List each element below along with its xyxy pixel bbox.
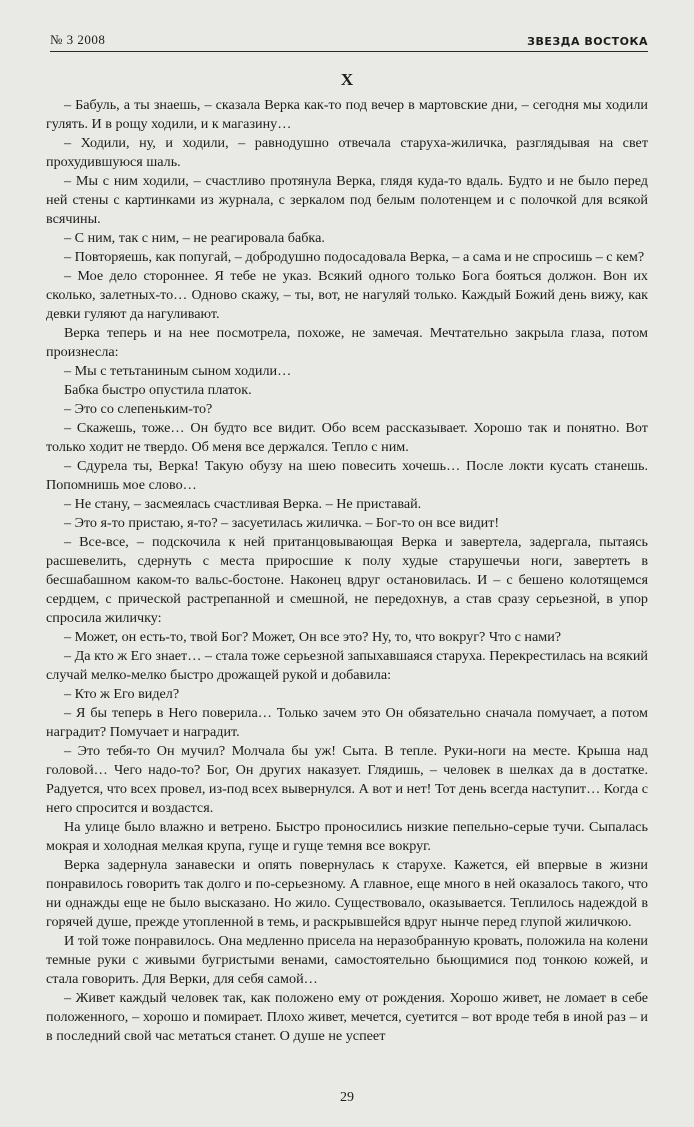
journal-title: ЗВЕЗДА ВОСТОКА bbox=[527, 35, 648, 48]
paragraph: – Все-все, – подскочила к ней пританцовывающая Верка и завертела, задергала, пытаясь расшевелить, сдернуть с места приросшие к полу худые старушечьи ноги, завертеть в бесшабашном каком-то вальс-бостоне. Наконец вдруг остановилась. И – с бешено колотящемся сердцем, с прической растрепанной и смешной, не передохнув, а став сразу серьезной, в упор спросила жиличку: bbox=[46, 534, 648, 626]
paragraph: – Я бы теперь в Него поверила… Только зачем это Он обязательно сначала помучает, а потом наградит? Помучает и наградит. bbox=[46, 705, 648, 740]
issue-number: № 3 2008 bbox=[50, 32, 106, 47]
chapter-heading: X bbox=[340, 70, 354, 89]
paragraph: – С ним, так с ним, – не реагировала бабка. bbox=[64, 230, 325, 246]
paragraph: – Да кто ж Его знает… – стала тоже серьезной запыхавшаяся старуха. Перекрестилась на всякий случай мелко-мелко быстро дрожащей рукой и добавила: bbox=[46, 648, 648, 683]
article-body bbox=[46, 96, 648, 1046]
paragraph: На улице было влажно и ветрено. Быстро проносились низкие пепельно-серые тучи. Сыпалась мокрая и холодная мелкая крупа, гуще и гуще темня все вокруг. bbox=[46, 819, 648, 854]
paragraph: – Бабуль, а ты знаешь, – сказала Верка как-то под вечер в мартовские дни, – сегодня мы ходили гулять. И в рощу ходили, и к магазину… bbox=[46, 97, 648, 132]
paragraph: Верка теперь и на нее посмотрела, похоже, не замечая. Мечтательно закрыла глаза, потом произнесла: bbox=[46, 325, 648, 360]
paragraph: Бабка быстро опустила платок. bbox=[64, 382, 252, 398]
paragraph: Верка задернула занавески и опять повернулась к старухе. Кажется, ей впервые в жизни понравилось говорить так долго и по-серьезному. А главное, еще много в ней оказалось такого, что ни однажды еще не было высказано. Но жило. Существовало, оказывается. Теплилось надеждой в горячей душе, прежде утопленной в темь, и раскрывшейся вдруг нынче перед глупой жиличкою. bbox=[46, 857, 648, 930]
paragraph: – Сдурела ты, Верка! Такую обузу на шею повесить хочешь… После локти кусать станешь. Попомнишь мое слово… bbox=[46, 458, 648, 493]
paragraph: – Живет каждый человек так, как положено ему от рождения. Хорошо живет, не ломает в себе положенного, – хорошо и помирает. Плохо живет, мечется, суетится – вот вроде тебя в иной раз – и в последний свой час метаться станет. О душе не успеет bbox=[46, 990, 648, 1044]
paragraph: – Ходили, ну, и ходили, – равнодушно отвечала старуха-жиличка, разглядывая на свет прохудившуюся шаль. bbox=[46, 135, 648, 170]
paragraph: – Мы с ним ходили, – счастливо протянула Верка, глядя куда-то вдаль. Будто и не было перед ней стены с картинками из журнала, с зеркалом под белым полотенцем и с полочкой для всякой всячины. bbox=[46, 173, 648, 227]
paragraph: – Может, он есть-то, твой Бог? Может, Он все это? Ну, то, что вокруг? Что с нами? bbox=[64, 629, 562, 645]
running-header bbox=[50, 28, 648, 52]
paragraph: – Не стану, – засмеялась счастливая Верка. – Не приставай. bbox=[64, 496, 422, 512]
paragraph: И той тоже понравилось. Она медленно присела на неразобранную кровать, положила на колени темные руки с живыми бугристыми венами, самостоятельно бьющимися под тонкою кожей, и стала говорить. Для Верки, для себя самой… bbox=[46, 933, 648, 987]
paragraph: – Это со слепеньким-то? bbox=[64, 401, 213, 417]
paragraph: – Скажешь, тоже… Он будто все видит. Обо всем рассказывает. Хорошо так и понятно. Вот только ходит не твердо. Об меня все держался. Тепло с ним. bbox=[46, 420, 648, 455]
paragraph: – Мы с тетьтаниным сыном ходили… bbox=[64, 363, 292, 379]
paragraph: – Это я-то пристаю, я-то? – засуетилась жиличка. – Бог-то он все видит! bbox=[64, 515, 500, 531]
page-number: 29 bbox=[340, 1090, 354, 1105]
paragraph: – Кто ж Его видел? bbox=[64, 686, 180, 702]
paragraph: – Мое дело стороннее. Я тебе не указ. Всякий одного только Бога бояться должон. Вон их сколько, залетных-то… Одново скажу, – ты, вот, не нагуляй только. Каждый Божий день вижу, как девки гуляют да нагуливают. bbox=[46, 268, 648, 322]
paragraph: – Повторяешь, как попугай, – добродушно подосадовала Верка, – а сама и не спросишь – с кем? bbox=[64, 249, 645, 265]
paragraph: – Это тебя-то Он мучил? Молчала бы уж! Сыта. В тепле. Руки-ноги на месте. Крыша над головой… Чего надо-то? Бог, Он других наказует. Глядишь, – человек в шелках да в достатке. Радуется, что всех провел, из-под всех вывернулся. А вот и нет! Тот день всегда наступит… Когда с него спросится и воздастся. bbox=[46, 743, 648, 816]
